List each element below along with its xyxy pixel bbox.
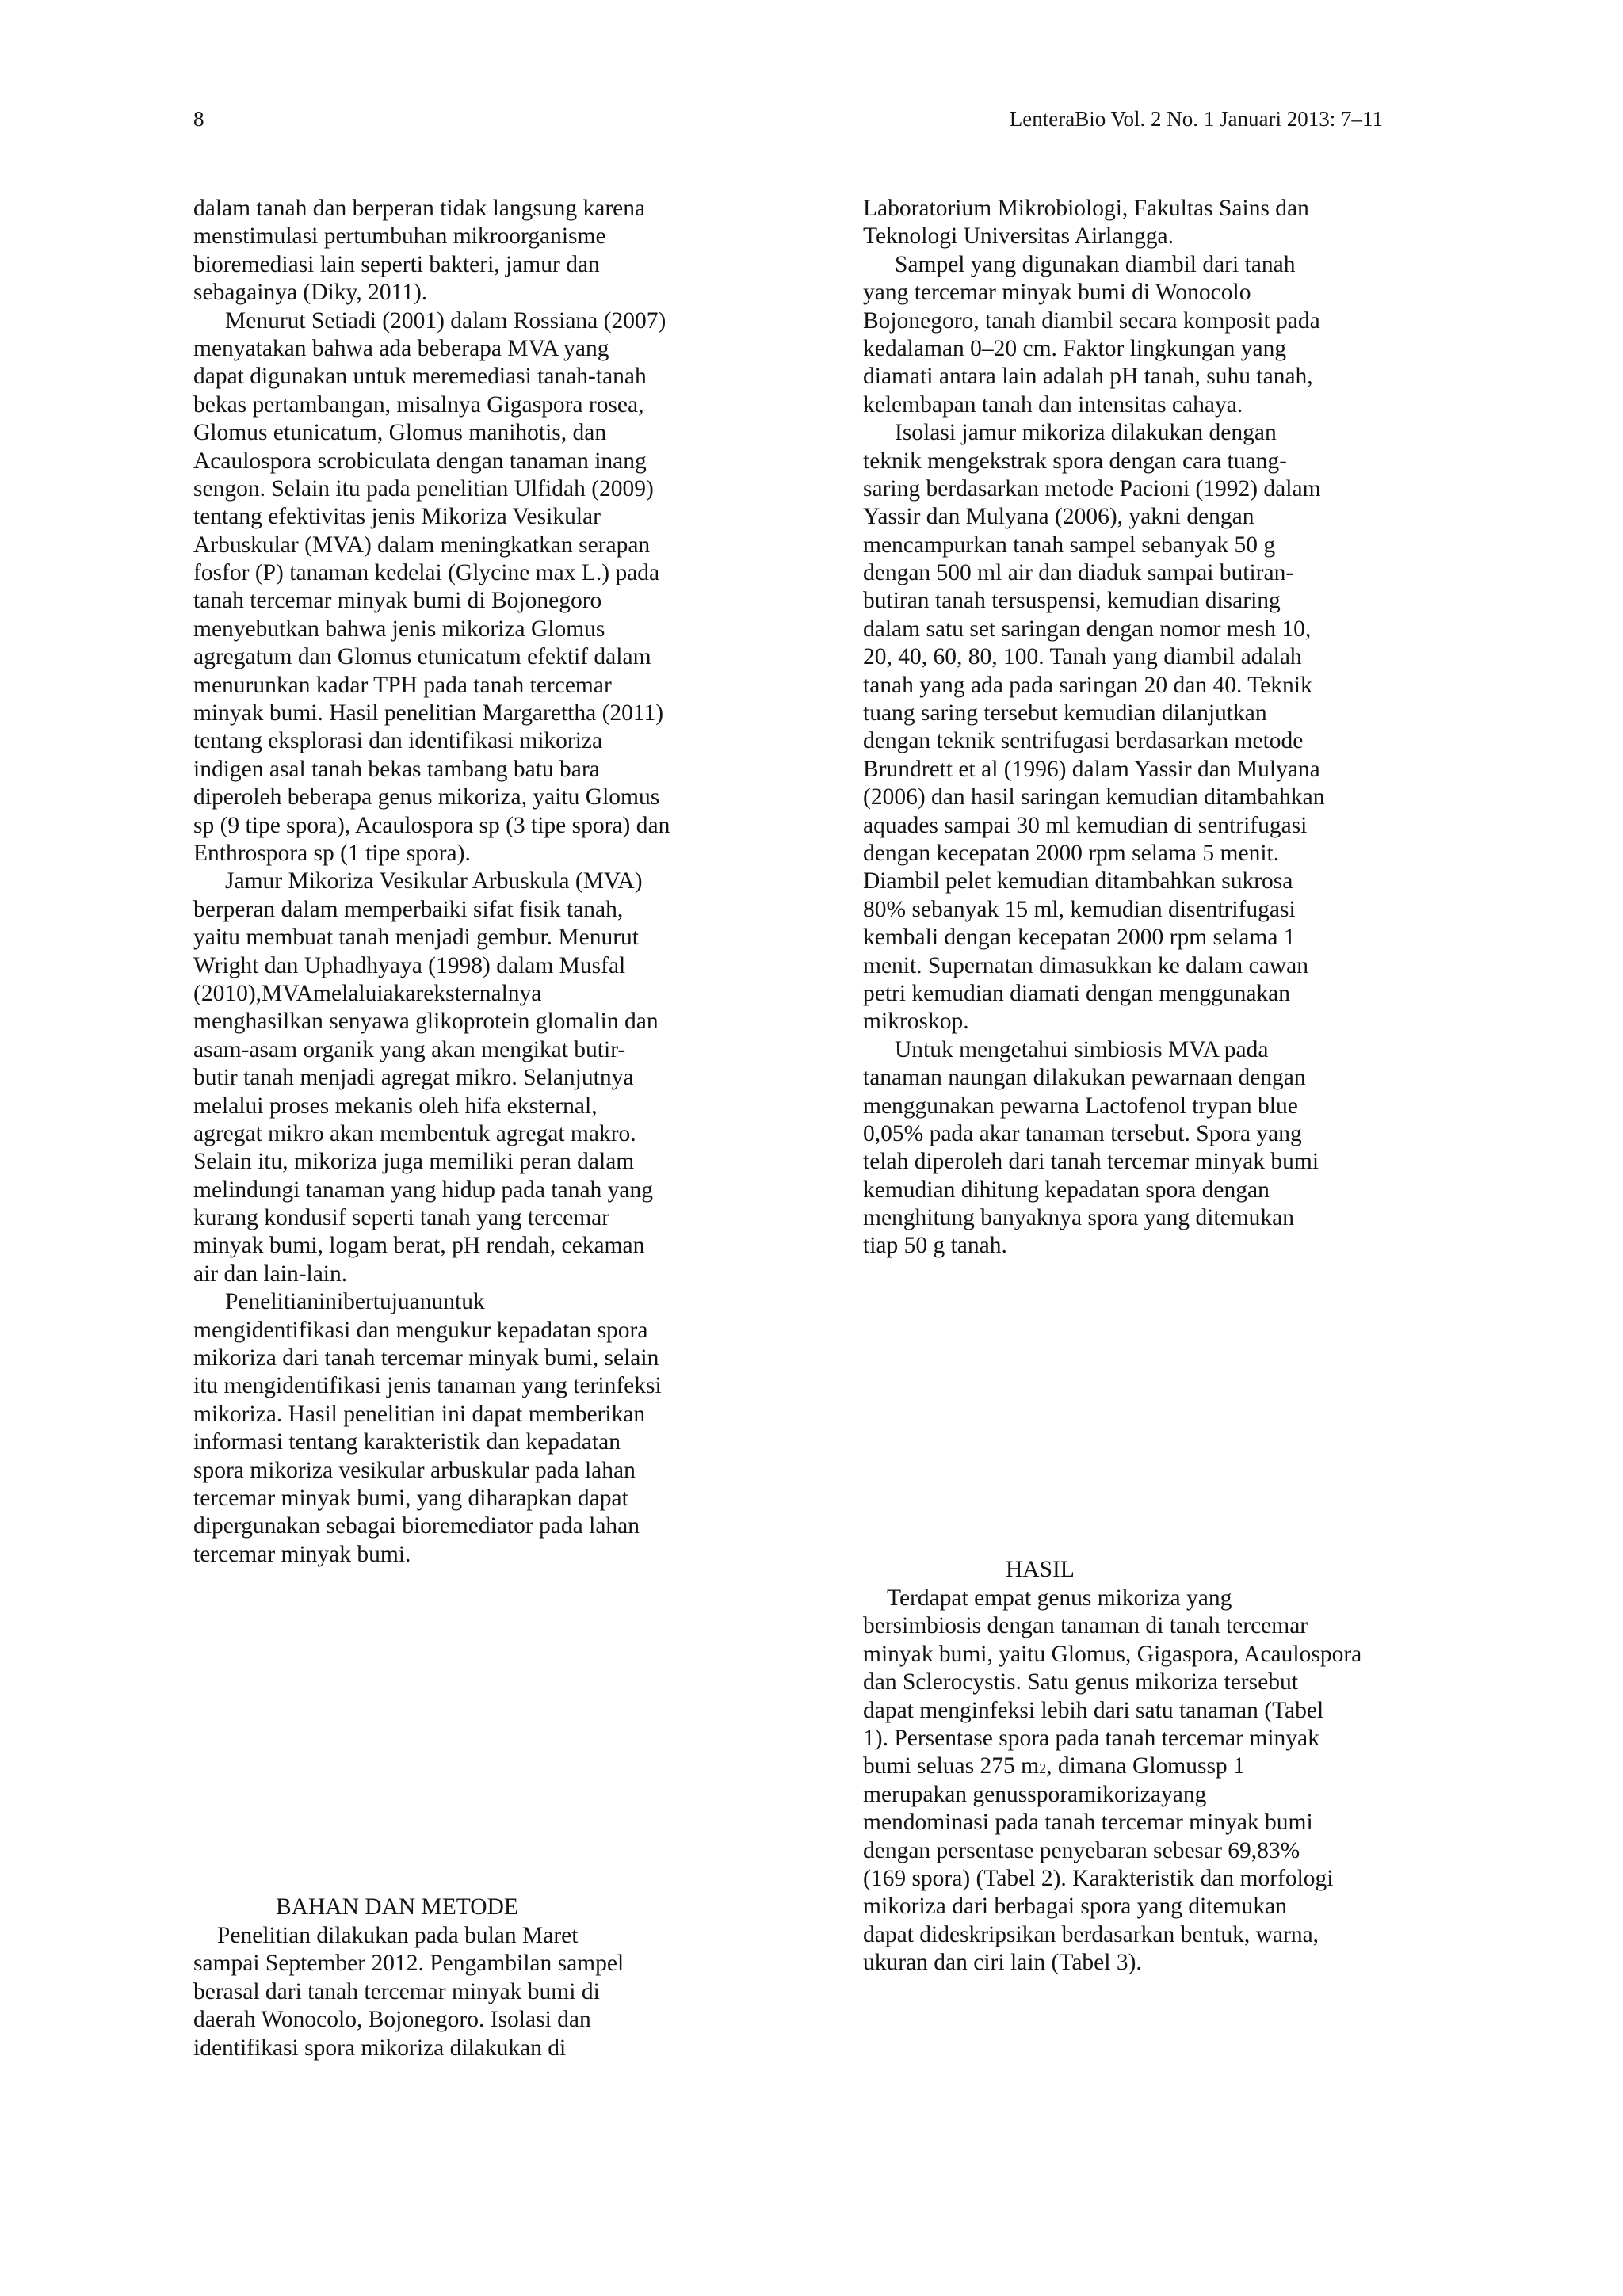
text-line: berperan dalam memperbaiki sifat fisik tanah, <box>193 896 624 922</box>
text-line: bioremediasi lain seperti bakteri, jamur dan <box>193 251 600 277</box>
text-line: melalui proses mekanis oleh hifa eksternal, <box>193 1093 598 1119</box>
text-line: dengan persentase penyebaran sebesar 69,83% <box>863 1837 1300 1863</box>
text-line: (2006) dan hasil saringan kemudian ditambahkan <box>863 784 1325 810</box>
text-line: tanaman naungan dilakukan pewarnaan dengan <box>863 1065 1306 1091</box>
text-line: tercemar minyak bumi, yang diharapkan dapat <box>193 1485 628 1511</box>
right-column-bottom <box>863 1556 1402 1977</box>
paragraph-start-line: Jamur Mikoriza Vesikular Arbuskula (MVA) <box>225 868 643 894</box>
text-line: 1). Persentase spora pada tanah tercemar minyak <box>863 1725 1319 1751</box>
text-line: dapat menginfeksi lebih dari satu tanaman (Tabel <box>863 1697 1324 1723</box>
text-line: dalam satu set saringan dengan nomor mesh 10, <box>863 616 1312 642</box>
text-line: Bojonegoro, tanah diambil secara komposit pada <box>863 307 1320 334</box>
text-line: dipergunakan sebagai bioremediator pada lahan <box>193 1513 640 1539</box>
text-line: tuang saring tersebut kemudian dilanjutkan <box>863 700 1267 727</box>
text-line: dengan teknik sentrifugasi berdasarkan metode <box>863 728 1304 754</box>
text-line: Arbuskular (MVA) dalam meningkatkan serapan <box>193 532 651 558</box>
paragraph-start-line: Isolasi jamur mikoriza dilakukan dengan <box>895 420 1277 446</box>
text-line: Glomus etunicatum, Glomus manihotis, dan <box>193 420 607 446</box>
text-line: diamati antara lain adalah pH tanah, suhu tanah, <box>863 364 1313 390</box>
paragraph-start-line: Untuk mengetahui simbiosis MVA pada <box>895 1036 1269 1062</box>
section-heading-results: HASIL <box>1006 1557 1075 1582</box>
text-line: dapat dideskripsikan berdasarkan bentuk, warna, <box>863 1921 1319 1947</box>
text-line: mikroskop. <box>863 1009 969 1035</box>
text-line: dengan 500 ml air dan diaduk sampai butiran- <box>863 560 1294 586</box>
text-line: kurang kondusif seperti tanah yang tercemar <box>193 1205 610 1231</box>
text-line: petri kemudian diamati dengan menggunakan <box>863 980 1291 1006</box>
text-line: kembali dengan kecepatan 2000 rpm selama 1 <box>863 925 1296 951</box>
text-line: Wright dan Uphadhyaya (1998) dalam Musfal <box>193 952 626 978</box>
text-line: merupakan genussporamikorizayang <box>863 1781 1207 1807</box>
text-line: aquades sampai 30 ml kemudian di sentrifugasi <box>863 812 1308 838</box>
text-line-area <box>863 1753 1402 1780</box>
text-line: mengidentifikasi dan mengukur kepadatan spora <box>193 1317 648 1343</box>
paragraph-start-line: Penelitian dilakukan pada bulan Maret <box>217 1923 579 1948</box>
text-line: informasi tentang karakteristik dan kepadatan <box>193 1429 621 1455</box>
text-line: air dan lain-lain. <box>193 1261 348 1287</box>
text-line: ukuran dan ciri lain (Tabel 3). <box>863 1950 1142 1976</box>
area-text: bumi seluas 275 m <box>863 1753 1040 1779</box>
text-line: Teknologi Universitas Airlangga. <box>863 223 1174 250</box>
text-line: asam-asam organik yang akan mengikat butir- <box>193 1036 626 1062</box>
text-line: teknik mengekstrak spora dengan cara tuang- <box>863 448 1287 474</box>
text-line: sampai September 2012. Pengambilan sampel <box>193 1951 624 1977</box>
text-line: Brundrett et al (1996) dalam Yassir dan Mulyana <box>863 756 1320 782</box>
text-line: (2010),MVAmelaluiakareksternalnya <box>193 980 542 1006</box>
text-line: indigen asal tanah bekas tambang batu bara <box>193 756 600 782</box>
paragraph-start-line: Terdapat empat genus mikoriza yang <box>887 1585 1232 1611</box>
text-line: tanah tercemar minyak bumi di Bojonegoro <box>193 588 602 614</box>
area-text-rest: , dimana Glomussp 1 <box>1046 1753 1245 1779</box>
text-line: menyatakan bahwa ada beberapa MVA yang <box>193 335 609 361</box>
text-line: Enthrospora sp (1 tipe spora). <box>193 840 471 866</box>
text-line: daerah Wonocolo, Bojonegoro. Isolasi dan <box>193 2007 591 2033</box>
text-line: menghasilkan senyawa glikoprotein glomalin dan <box>193 1009 659 1035</box>
text-line: agregatum dan Glomus etunicatum efektif dalam <box>193 644 651 670</box>
text-line: bersimbiosis dengan tanaman di tanah tercemar <box>863 1613 1308 1639</box>
text-line: minyak bumi, logam berat, pH rendah, cekaman <box>193 1233 645 1259</box>
section-heading-methods: BAHAN DAN METODE <box>276 1894 518 1920</box>
text-line: minyak bumi, yaitu Glomus, Gigaspora, Acaulospora <box>863 1641 1362 1667</box>
text-line: bekas pertambangan, misalnya Gigaspora rosea, <box>193 391 644 418</box>
text-line: 20, 40, 60, 80, 100. Tanah yang diambil adalah <box>863 644 1302 670</box>
text-line: Yassir dan Mulyana (2006), yakni dengan <box>863 504 1254 530</box>
text-line: dalam tanah dan berperan tidak langsung karena <box>193 196 646 221</box>
text-line: 0,05% pada akar tanaman tersebut. Spora yang <box>863 1120 1302 1146</box>
text-line: sp (9 tipe spora), Acaulospora sp (3 tipe spora) dan <box>193 812 670 838</box>
text-line: tercemar minyak bumi. <box>193 1541 411 1567</box>
text-line: mikoriza dari berbagai spora yang ditemukan <box>863 1894 1287 1920</box>
area-unit-subscript: 2 <box>1039 1760 1047 1777</box>
text-line: dan Sclerocystis. Satu genus mikoriza tersebut <box>863 1669 1298 1695</box>
text-line: menurunkan kadar TPH pada tanah tercemar <box>193 672 612 698</box>
text-line: butir tanah menjadi agregat mikro. Selanjutnya <box>193 1065 634 1091</box>
text-line: mikoriza. Hasil penelitian ini dapat memberikan <box>193 1401 646 1427</box>
text-line: sebagainya (Diky, 2011). <box>193 280 428 306</box>
text-line: kemudian dihitung kepadatan spora dengan <box>863 1177 1270 1203</box>
text-line: menyebutkan bahwa jenis mikoriza Glomus <box>193 616 605 642</box>
text-line: itu mengidentifikasi jenis tanaman yang terinfeksi <box>193 1373 662 1399</box>
paragraph-start-line: Penelitianinibertujuanuntuk <box>225 1289 485 1315</box>
paragraph-start-line: Sampel yang digunakan diambil dari tanah <box>895 251 1296 277</box>
text-line: Acaulospora scrobiculata dengan tanaman inang <box>193 448 647 474</box>
text-line: menggunakan pewarna Lactofenol trypan blue <box>863 1093 1298 1119</box>
text-line: dengan kecepatan 2000 rpm selama 5 menit. <box>863 840 1280 866</box>
text-line: sengon. Selain itu pada penelitian Ulfidah (2009) <box>193 475 654 502</box>
text-line: mendominasi pada tanah tercemar minyak bumi <box>863 1810 1313 1836</box>
text-line: Laboratorium Mikrobiologi, Fakultas Sains dan <box>863 196 1309 221</box>
text-line: berasal dari tanah tercemar minyak bumi di <box>193 1978 600 2004</box>
text-line: fosfor (P) tanaman kedelai (Glycine max L.) pada <box>193 560 660 586</box>
left-column-bottom <box>193 1894 716 2062</box>
text-line: kedalaman 0–20 cm. Faktor lingkungan yang <box>863 335 1287 361</box>
text-line: butiran tanah tersuspensi, kemudian disaring <box>863 588 1281 614</box>
text-line: identifikasi spora mikoriza dilakukan di <box>193 2035 567 2061</box>
text-line: saring berdasarkan metode Pacioni (1992) dalam <box>863 475 1321 502</box>
text-line: menit. Supernatan dimasukkan ke dalam cawan <box>863 952 1308 978</box>
page-number: 8 <box>193 107 204 131</box>
text-line: yaitu membuat tanah menjadi gembur. Menurut <box>193 925 639 951</box>
text-line: yang tercemar minyak bumi di Wonocolo <box>863 280 1251 306</box>
text-line: menstimulasi pertumbuhan mikroorganisme <box>193 223 606 250</box>
text-line: tentang efektivitas jenis Mikoriza Vesikular <box>193 504 601 530</box>
text-line: (169 spora) (Tabel 2). Karakteristik dan morfologi <box>863 1865 1334 1891</box>
text-line: telah diperoleh dari tanah tercemar minyak bumi <box>863 1149 1319 1175</box>
text-line: melindungi tanaman yang hidup pada tanah yang <box>193 1177 654 1203</box>
text-line: dapat digunakan untuk meremediasi tanah-tanah <box>193 364 647 390</box>
text-line: mencampurkan tanah sampel sebanyak 50 g <box>863 532 1276 558</box>
text-line: menghitung banyaknya spora yang ditemukan <box>863 1205 1294 1231</box>
text-line: diperoleh beberapa genus mikoriza, yaitu Glomus <box>193 784 660 810</box>
left-column-top <box>193 195 716 1569</box>
running-head: LenteraBio Vol. 2 No. 1 Januari 2013: 7–11 <box>1009 107 1383 131</box>
right-column-top <box>863 195 1402 1261</box>
text-line: minyak bumi. Hasil penelitian Margarettha (2011) <box>193 700 664 727</box>
paragraph-start-line: Menurut Setiadi (2001) dalam Rossiana (2007) <box>225 307 666 334</box>
text-line: Diambil pelet kemudian ditambahkan sukrosa <box>863 868 1293 894</box>
text-line: agregat mikro akan membentuk agregat makro. <box>193 1120 636 1146</box>
text-line: tanah yang ada pada saringan 20 dan 40. Teknik <box>863 672 1312 698</box>
text-line: kelembapan tanah dan intensitas cahaya. <box>863 391 1243 418</box>
text-line: 80% sebanyak 15 ml, kemudian disentrifugasi <box>863 896 1296 922</box>
text-line: tentang eksplorasi dan identifikasi mikoriza <box>193 728 603 754</box>
text-line: Selain itu, mikoriza juga memiliki peran dalam <box>193 1149 635 1175</box>
text-line: tiap 50 g tanah. <box>863 1233 1007 1259</box>
text-line: spora mikoriza vesikular arbuskular pada lahan <box>193 1457 636 1483</box>
text-line: mikoriza dari tanah tercemar minyak bumi, selain <box>193 1345 659 1371</box>
